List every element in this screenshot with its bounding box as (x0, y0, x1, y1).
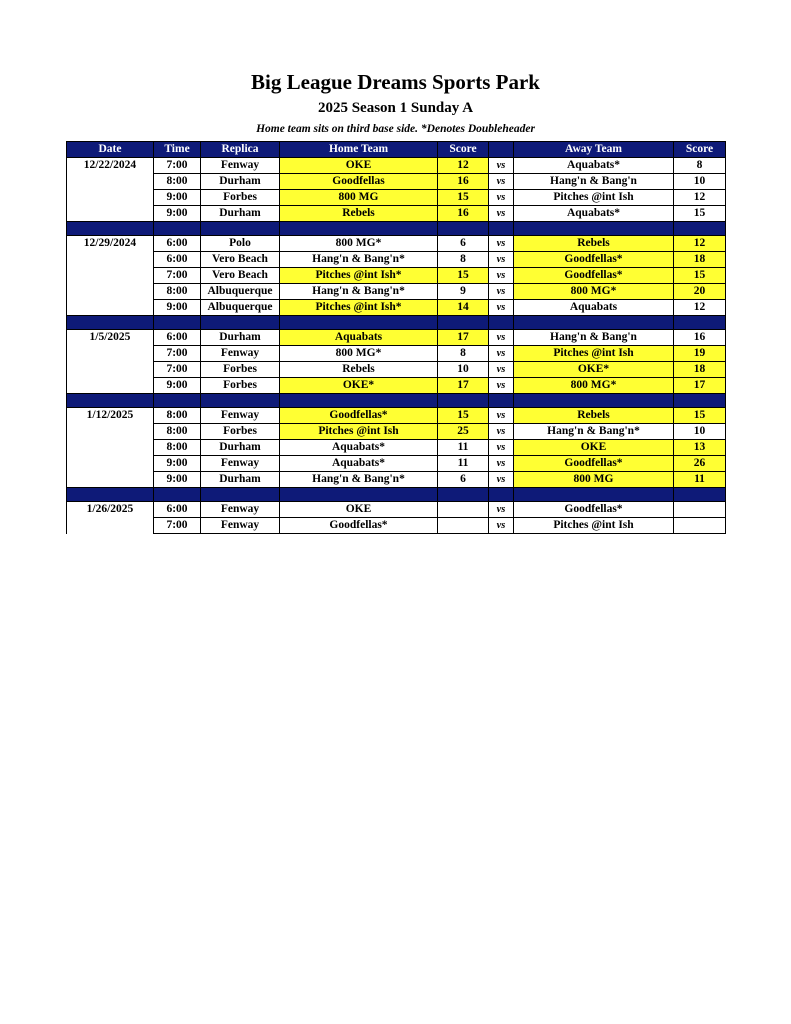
schedule-table (66, 141, 726, 534)
vs-label: vs (489, 268, 514, 284)
game-time: 8:00 (154, 440, 201, 456)
col-away-score-header: Score (674, 142, 726, 158)
away-score: 15 (674, 206, 726, 222)
game-field: Albuquerque (201, 300, 280, 316)
away-team: Hang'n & Bang'n* (514, 424, 674, 440)
away-score: 13 (674, 440, 726, 456)
game-row (67, 158, 726, 174)
away-score: 11 (674, 472, 726, 488)
home-team: Aquabats* (280, 456, 438, 472)
home-team: Hang'n & Bang'n* (280, 472, 438, 488)
game-date (67, 346, 154, 362)
game-time: 9:00 (154, 456, 201, 472)
home-team: Hang'n & Bang'n* (280, 252, 438, 268)
game-date: 1/5/2025 (67, 330, 154, 346)
away-score: 26 (674, 456, 726, 472)
away-team: Aquabats* (514, 206, 674, 222)
game-field: Vero Beach (201, 268, 280, 284)
away-team: Pitches @int Ish (514, 346, 674, 362)
away-team: Goodfellas* (514, 502, 674, 518)
separator-cell (514, 488, 674, 502)
game-time: 9:00 (154, 472, 201, 488)
game-field: Durham (201, 472, 280, 488)
doubleheader-note: Home team sits on third base side. *Denotes Doubleheader (256, 123, 535, 135)
game-date (67, 284, 154, 300)
away-team: Pitches @int Ish (514, 518, 674, 534)
vs-label: vs (489, 346, 514, 362)
home-score (438, 518, 489, 534)
home-score: 9 (438, 284, 489, 300)
separator-cell (201, 222, 280, 236)
away-score: 15 (674, 408, 726, 424)
game-row (67, 284, 726, 300)
separator-cell (489, 394, 514, 408)
col-date-header: Date (67, 142, 154, 158)
game-time: 8:00 (154, 284, 201, 300)
separator-cell (674, 316, 726, 330)
game-time: 7:00 (154, 518, 201, 534)
home-score: 15 (438, 408, 489, 424)
away-score (674, 518, 726, 534)
game-time: 9:00 (154, 378, 201, 394)
vs-label: vs (489, 362, 514, 378)
separator-cell (438, 316, 489, 330)
game-date (67, 252, 154, 268)
vs-label: vs (489, 174, 514, 190)
game-time: 6:00 (154, 502, 201, 518)
separator-cell (280, 394, 438, 408)
separator-cell (201, 394, 280, 408)
away-score: 12 (674, 300, 726, 316)
game-time: 8:00 (154, 174, 201, 190)
col-home-team-header: Home Team (280, 142, 438, 158)
schedule-body (67, 158, 726, 534)
home-team: Rebels (280, 362, 438, 378)
separator-cell (67, 488, 154, 502)
home-score: 14 (438, 300, 489, 316)
game-row (67, 378, 726, 394)
game-time: 8:00 (154, 408, 201, 424)
away-score: 10 (674, 424, 726, 440)
week-separator (67, 316, 726, 330)
home-team: Pitches @int Ish* (280, 268, 438, 284)
game-field: Fenway (201, 456, 280, 472)
game-row (67, 236, 726, 252)
game-row (67, 424, 726, 440)
home-score: 15 (438, 268, 489, 284)
game-date (67, 518, 154, 534)
game-field: Forbes (201, 362, 280, 378)
vs-label: vs (489, 206, 514, 222)
home-team: OKE (280, 502, 438, 518)
home-score: 11 (438, 440, 489, 456)
away-score: 16 (674, 330, 726, 346)
home-team: Hang'n & Bang'n* (280, 284, 438, 300)
home-team: Aquabats* (280, 440, 438, 456)
vs-label: vs (489, 330, 514, 346)
home-team: 800 MG (280, 190, 438, 206)
game-row (67, 268, 726, 284)
home-score: 16 (438, 206, 489, 222)
away-team: Hang'n & Bang'n (514, 174, 674, 190)
game-date: 12/29/2024 (67, 236, 154, 252)
vs-label: vs (489, 424, 514, 440)
game-date (67, 472, 154, 488)
game-field: Durham (201, 440, 280, 456)
game-field: Fenway (201, 346, 280, 362)
vs-label: vs (489, 252, 514, 268)
game-date (67, 362, 154, 378)
col-time-header: Time (154, 142, 201, 158)
separator-cell (674, 222, 726, 236)
game-row (67, 472, 726, 488)
home-team: Goodfellas (280, 174, 438, 190)
away-team: Rebels (514, 236, 674, 252)
home-score: 17 (438, 378, 489, 394)
away-score: 18 (674, 252, 726, 268)
col-replica-header: Replica (201, 142, 280, 158)
game-field: Forbes (201, 424, 280, 440)
separator-cell (154, 394, 201, 408)
col-away-team-header: Away Team (514, 142, 674, 158)
separator-cell (201, 316, 280, 330)
game-date: 1/26/2025 (67, 502, 154, 518)
vs-label: vs (489, 440, 514, 456)
game-date (67, 456, 154, 472)
game-date (67, 268, 154, 284)
game-date: 1/12/2025 (67, 408, 154, 424)
separator-cell (280, 316, 438, 330)
game-row (67, 300, 726, 316)
vs-label: vs (489, 378, 514, 394)
game-time: 7:00 (154, 158, 201, 174)
vs-label: vs (489, 472, 514, 488)
game-field: Forbes (201, 378, 280, 394)
game-row (67, 502, 726, 518)
away-team: Goodfellas* (514, 268, 674, 284)
separator-cell (201, 488, 280, 502)
week-separator (67, 488, 726, 502)
separator-cell (154, 316, 201, 330)
separator-cell (514, 222, 674, 236)
away-team: Goodfellas* (514, 456, 674, 472)
home-score: 6 (438, 472, 489, 488)
game-field: Forbes (201, 190, 280, 206)
game-field: Polo (201, 236, 280, 252)
home-score: 17 (438, 330, 489, 346)
game-date (67, 378, 154, 394)
separator-cell (67, 316, 154, 330)
game-time: 9:00 (154, 300, 201, 316)
vs-label: vs (489, 158, 514, 174)
game-date (67, 300, 154, 316)
away-score: 18 (674, 362, 726, 378)
game-row (67, 190, 726, 206)
away-team: 800 MG* (514, 284, 674, 300)
separator-cell (280, 488, 438, 502)
separator-cell (674, 488, 726, 502)
separator-cell (154, 222, 201, 236)
away-team: 800 MG (514, 472, 674, 488)
away-score (674, 502, 726, 518)
home-score: 15 (438, 190, 489, 206)
home-team: 800 MG* (280, 236, 438, 252)
page-subtitle: 2025 Season 1 Sunday A (317, 100, 474, 116)
separator-cell (67, 222, 154, 236)
game-row (67, 362, 726, 378)
home-team: 800 MG* (280, 346, 438, 362)
vs-label: vs (489, 236, 514, 252)
separator-cell (280, 222, 438, 236)
game-date (67, 174, 154, 190)
game-time: 6:00 (154, 236, 201, 252)
away-team: Aquabats (514, 300, 674, 316)
separator-cell (67, 394, 154, 408)
game-row (67, 252, 726, 268)
home-score: 11 (438, 456, 489, 472)
game-time: 7:00 (154, 346, 201, 362)
game-date (67, 424, 154, 440)
game-date (67, 206, 154, 222)
separator-cell (489, 488, 514, 502)
away-score: 12 (674, 236, 726, 252)
game-row (67, 440, 726, 456)
away-score: 12 (674, 190, 726, 206)
home-score: 8 (438, 252, 489, 268)
away-team: 800 MG* (514, 378, 674, 394)
game-row (67, 206, 726, 222)
home-score: 6 (438, 236, 489, 252)
away-team: OKE* (514, 362, 674, 378)
home-team: Goodfellas* (280, 408, 438, 424)
away-team: Pitches @int Ish (514, 190, 674, 206)
away-score: 8 (674, 158, 726, 174)
game-row (67, 408, 726, 424)
separator-cell (489, 222, 514, 236)
away-score: 15 (674, 268, 726, 284)
game-field: Fenway (201, 502, 280, 518)
game-row (67, 518, 726, 534)
home-team: OKE* (280, 378, 438, 394)
vs-label: vs (489, 408, 514, 424)
game-field: Fenway (201, 158, 280, 174)
week-separator (67, 394, 726, 408)
vs-label: vs (489, 502, 514, 518)
home-team: Pitches @int Ish* (280, 300, 438, 316)
separator-cell (489, 316, 514, 330)
game-time: 8:00 (154, 424, 201, 440)
game-date: 12/22/2024 (67, 158, 154, 174)
away-score: 19 (674, 346, 726, 362)
separator-cell (438, 222, 489, 236)
home-team: Pitches @int Ish (280, 424, 438, 440)
page-title: Big League Dreams Sports Park (251, 70, 540, 94)
away-score: 10 (674, 174, 726, 190)
home-score: 10 (438, 362, 489, 378)
away-team: Goodfellas* (514, 252, 674, 268)
vs-label: vs (489, 518, 514, 534)
home-score (438, 502, 489, 518)
home-team: Goodfellas* (280, 518, 438, 534)
vs-label: vs (489, 190, 514, 206)
away-team: Aquabats* (514, 158, 674, 174)
away-score: 20 (674, 284, 726, 300)
game-row (67, 456, 726, 472)
vs-label: vs (489, 284, 514, 300)
game-time: 7:00 (154, 268, 201, 284)
header-row (67, 142, 726, 158)
separator-cell (438, 394, 489, 408)
separator-cell (514, 316, 674, 330)
game-date (67, 190, 154, 206)
home-team: OKE (280, 158, 438, 174)
vs-label: vs (489, 456, 514, 472)
away-team: Hang'n & Bang'n (514, 330, 674, 346)
game-field: Albuquerque (201, 284, 280, 300)
away-team: Rebels (514, 408, 674, 424)
vs-label: vs (489, 300, 514, 316)
col-vs-header (489, 142, 514, 158)
game-row (67, 330, 726, 346)
game-field: Vero Beach (201, 252, 280, 268)
away-team: OKE (514, 440, 674, 456)
game-time: 6:00 (154, 252, 201, 268)
game-field: Durham (201, 206, 280, 222)
home-score: 16 (438, 174, 489, 190)
game-field: Fenway (201, 408, 280, 424)
away-score: 17 (674, 378, 726, 394)
home-team: Aquabats (280, 330, 438, 346)
separator-cell (674, 394, 726, 408)
home-score: 8 (438, 346, 489, 362)
col-home-score-header: Score (438, 142, 489, 158)
game-time: 9:00 (154, 190, 201, 206)
game-time: 7:00 (154, 362, 201, 378)
separator-cell (154, 488, 201, 502)
game-field: Durham (201, 330, 280, 346)
home-score: 12 (438, 158, 489, 174)
game-field: Durham (201, 174, 280, 190)
game-row (67, 174, 726, 190)
separator-cell (514, 394, 674, 408)
separator-cell (438, 488, 489, 502)
game-field: Fenway (201, 518, 280, 534)
week-separator (67, 222, 726, 236)
home-score: 25 (438, 424, 489, 440)
game-time: 6:00 (154, 330, 201, 346)
game-time: 9:00 (154, 206, 201, 222)
home-team: Rebels (280, 206, 438, 222)
game-row (67, 346, 726, 362)
game-date (67, 440, 154, 456)
